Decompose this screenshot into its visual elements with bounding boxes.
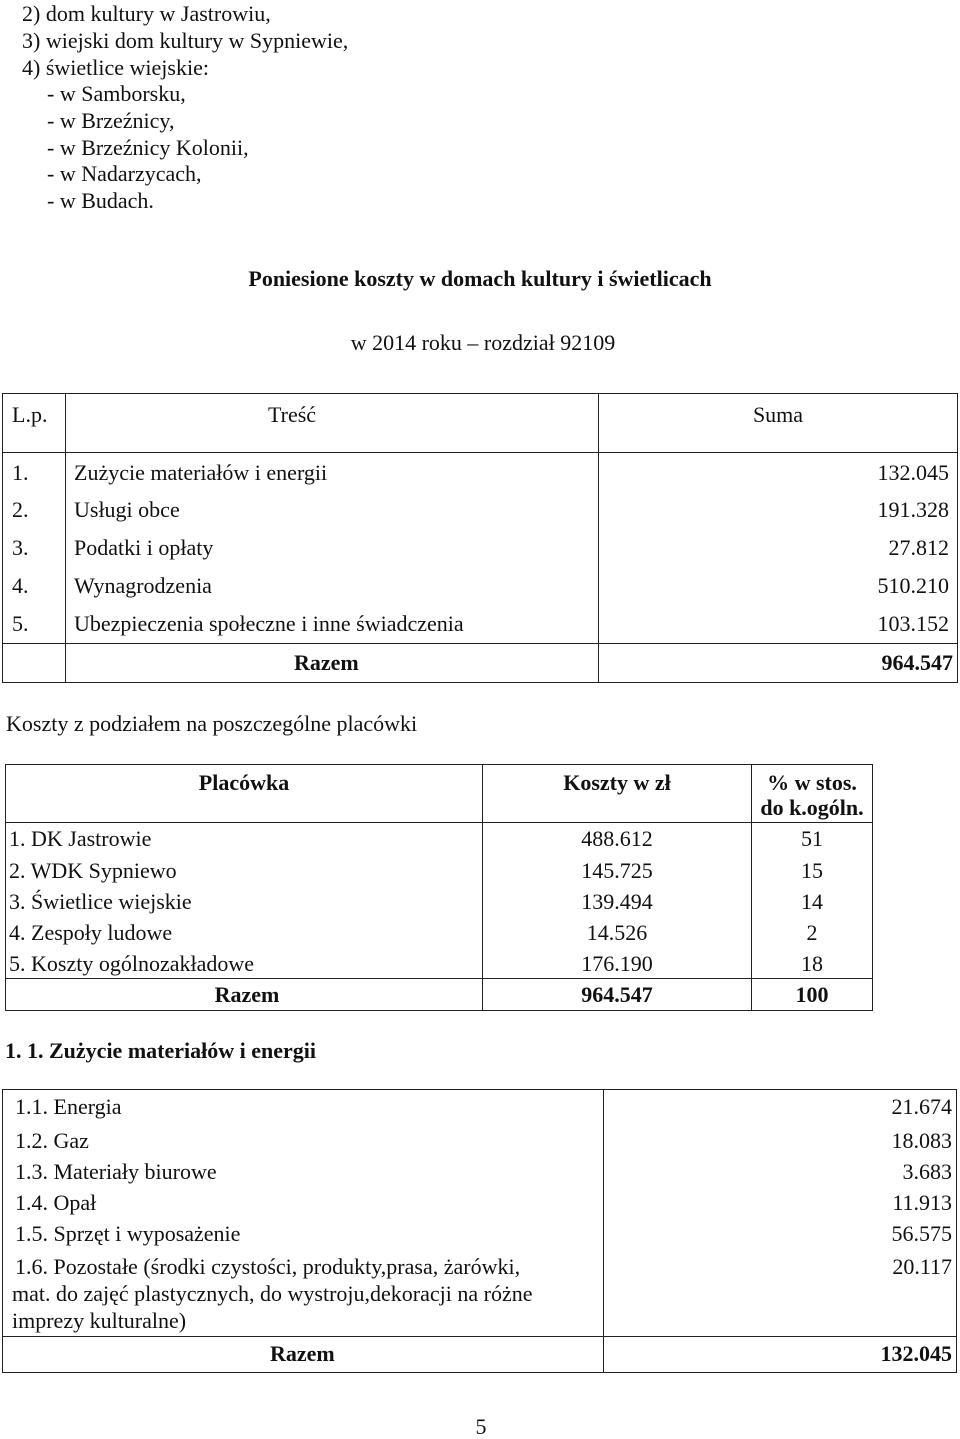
table-total-row (3, 1337, 957, 1373)
table-row (3, 492, 958, 530)
section-title: 1. 1. Zużycie materiałów i energii (5, 1038, 316, 1063)
row-number: 5. (3, 606, 66, 644)
header-line-1: % w stos. (767, 770, 857, 795)
table-row (6, 948, 873, 979)
table-row (3, 530, 958, 568)
row-label-line: 1.6. Pozostałe (środki czystości, produkty,prasa, żarówki, (15, 1253, 521, 1279)
row-cost: 145.725 (483, 855, 752, 886)
list-item: - w Brzeźnicy Kolonii, (47, 135, 249, 160)
list-item: - w Budach. (47, 188, 154, 213)
row-cost: 488.612 (483, 823, 752, 855)
row-value: 132.045 (599, 453, 958, 492)
row-label: 2. WDK Sypniewo (6, 855, 483, 886)
table-row (6, 823, 873, 855)
row-value: 20.117 (604, 1250, 957, 1337)
total-cost: 964.547 (483, 979, 752, 1011)
total-label: Razem (66, 644, 599, 683)
total-percent: 100 (752, 979, 873, 1011)
row-number: 2. (3, 492, 66, 530)
row-number: 3. (3, 530, 66, 568)
row-cost: 139.494 (483, 886, 752, 917)
table-row (3, 1157, 957, 1188)
table-total-row (3, 644, 958, 683)
row-percent: 2 (752, 917, 873, 948)
table-row (3, 1126, 957, 1157)
table-total-row (6, 979, 873, 1011)
costs-table (2, 393, 958, 683)
empty-cell (3, 644, 66, 683)
row-label: Podatki i opłaty (66, 530, 599, 568)
page-number: 5 (475, 1414, 487, 1439)
row-label: 5. Koszty ogólnozakładowe (6, 948, 483, 979)
table-row (3, 1250, 957, 1337)
list-item: - w Brzeźnicy, (47, 108, 175, 133)
row-label-multiline (3, 1250, 604, 1337)
table-header-row (6, 765, 873, 823)
row-percent: 18 (752, 948, 873, 979)
row-value: 11.913 (604, 1188, 957, 1219)
table-row (6, 917, 873, 948)
section-heading: Poniesione koszty w domach kultury i świetlicach (248, 266, 712, 291)
total-label: Razem (3, 1337, 604, 1373)
row-cost: 14.526 (483, 917, 752, 948)
list-item: - w Nadarzycach, (47, 161, 202, 186)
column-header-lp: L.p. (3, 394, 66, 453)
list-item: - w Samborsku, (47, 81, 186, 106)
materials-table (2, 1089, 957, 1373)
row-label-line: mat. do zajęć plastycznych, do wystroju,dekoracji na różne (12, 1280, 533, 1306)
row-percent: 14 (752, 886, 873, 917)
total-value: 132.045 (604, 1337, 957, 1373)
row-label: Usługi obce (66, 492, 599, 530)
row-value: 510.210 (599, 568, 958, 606)
table-header-row (3, 394, 958, 453)
section-title: Koszty z podziałem na poszczególne placówki (6, 711, 418, 736)
list-item: 3) wiejski dom kultury w Sypniewie, (22, 28, 349, 53)
table-row (3, 1188, 957, 1219)
row-value: 21.674 (604, 1090, 957, 1126)
list-item: 4) świetlice wiejskie: (22, 55, 209, 80)
row-cost: 176.190 (483, 948, 752, 979)
row-label-line: imprezy kulturalne) (12, 1307, 187, 1333)
row-label: Zużycie materiałów i energii (66, 453, 599, 492)
table-row (6, 886, 873, 917)
column-header-tresc: Treść (66, 394, 599, 453)
column-header-placowka: Placówka (6, 765, 483, 823)
row-label: Wynagrodzenia (66, 568, 599, 606)
facilities-table (5, 764, 873, 1011)
column-header-koszty: Koszty w zł (483, 765, 752, 823)
table-row (3, 1219, 957, 1250)
total-label: Razem (6, 979, 483, 1011)
section-subheading: w 2014 roku – rozdział 92109 (350, 330, 616, 355)
row-number: 1. (3, 453, 66, 492)
row-label: 1.2. Gaz (3, 1126, 604, 1157)
row-percent: 15 (752, 855, 873, 886)
row-value: 103.152 (599, 606, 958, 644)
row-label: 4. Zespoły ludowe (6, 917, 483, 948)
row-label: 1.4. Opał (3, 1188, 604, 1219)
header-line-2: do k.ogóln. (760, 795, 864, 820)
column-header-percent (752, 765, 873, 823)
row-label: 3. Świetlice wiejskie (6, 886, 483, 917)
row-value: 191.328 (599, 492, 958, 530)
total-value: 964.547 (599, 644, 958, 683)
table-row (6, 855, 873, 886)
list-item: 2) dom kultury w Jastrowiu, (22, 1, 271, 26)
row-label: Ubezpieczenia społeczne i inne świadczenia (66, 606, 599, 644)
table-row (3, 453, 958, 492)
row-number: 4. (3, 568, 66, 606)
row-value: 3.683 (604, 1157, 957, 1188)
table-row (3, 606, 958, 644)
table-row (3, 1090, 957, 1126)
row-value: 18.083 (604, 1126, 957, 1157)
row-label: 1.5. Sprzęt i wyposażenie (3, 1219, 604, 1250)
column-header-suma: Suma (599, 394, 958, 453)
row-label: 1. DK Jastrowie (6, 823, 483, 855)
row-label: 1.3. Materiały biurowe (3, 1157, 604, 1188)
row-value: 27.812 (599, 530, 958, 568)
row-value: 56.575 (604, 1219, 957, 1250)
table-row (3, 568, 958, 606)
row-percent: 51 (752, 823, 873, 855)
row-label: 1.1. Energia (3, 1090, 604, 1126)
